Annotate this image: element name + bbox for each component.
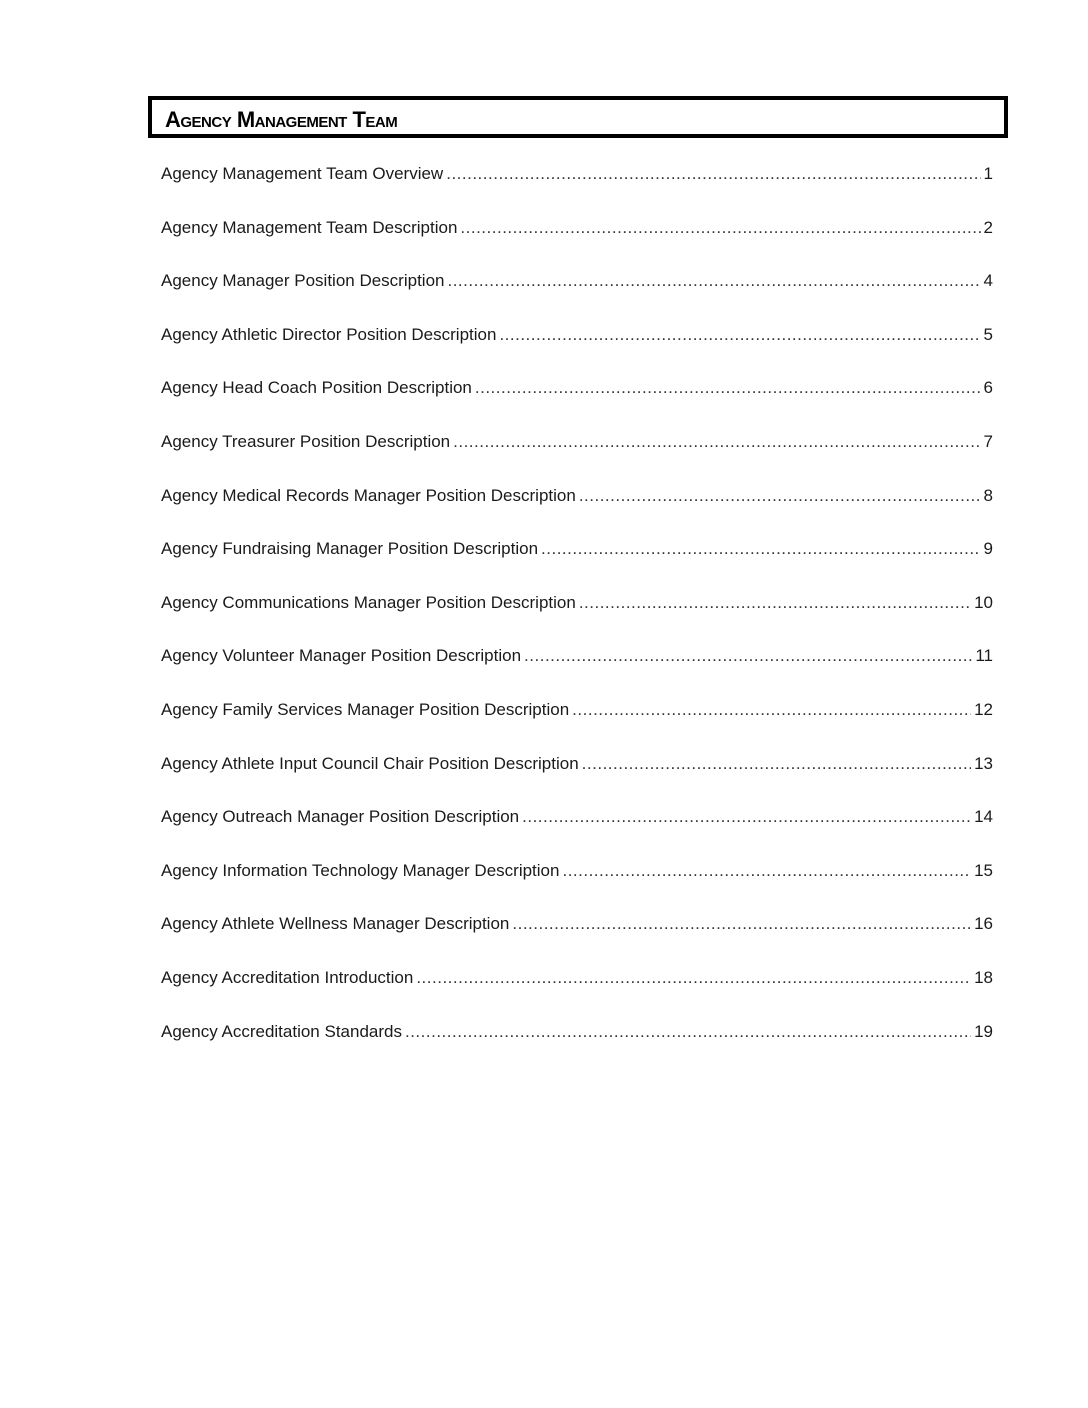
toc-entry-page: 6: [983, 378, 993, 398]
toc-dot-leader: [541, 535, 981, 563]
toc-entry[interactable]: [161, 750, 993, 804]
toc-dot-leader: [579, 589, 971, 617]
toc-entry-label: Agency Information Technology Manager Description: [161, 860, 560, 880]
toc-entry-page: 13: [974, 753, 993, 773]
toc-entry-label: Agency Communications Manager Position Description: [161, 592, 576, 612]
toc-dot-leader: [512, 910, 971, 938]
toc-entry-page: 14: [974, 807, 993, 827]
toc-entry[interactable]: [161, 857, 993, 911]
toc-dot-leader: [582, 750, 971, 778]
toc-entry-page: 7: [983, 431, 993, 451]
toc-entry[interactable]: [161, 321, 993, 375]
toc-dot-leader: [572, 696, 971, 724]
toc-entry-label: Agency Accreditation Standards: [161, 1021, 402, 1041]
toc-entry-page: 16: [974, 914, 993, 934]
toc-entry-label: Agency Athletic Director Position Description: [161, 324, 497, 344]
toc-entry-label: Agency Family Services Manager Position Description: [161, 699, 570, 719]
toc-entry-label: Agency Treasurer Position Description: [161, 431, 451, 451]
toc-entry[interactable]: [161, 642, 993, 696]
toc-dot-leader: [453, 428, 980, 456]
toc-entry[interactable]: [161, 964, 993, 1018]
toc-entry-label: Agency Medical Records Manager Position Description: [161, 485, 576, 505]
toc-entry-page: 11: [975, 646, 993, 666]
toc-dot-leader: [499, 321, 980, 349]
toc-entry-label: Agency Accreditation Introduction: [161, 967, 414, 987]
table-of-contents: [161, 160, 993, 1071]
toc-entry-page: 5: [983, 324, 993, 344]
toc-entry[interactable]: [161, 910, 993, 964]
toc-entry[interactable]: [161, 589, 993, 643]
toc-entry-page: 8: [983, 485, 993, 505]
toc-entry-page: 4: [983, 271, 993, 291]
toc-entry-page: 9: [983, 539, 993, 559]
toc-entry[interactable]: [161, 535, 993, 589]
toc-entry-page: 19: [974, 1021, 993, 1041]
toc-dot-leader: [405, 1018, 971, 1046]
toc-entry-page: 12: [974, 699, 993, 719]
toc-entry-label: Agency Management Team Overview: [161, 164, 444, 183]
toc-entry-label: Agency Athlete Wellness Manager Description: [161, 914, 510, 934]
toc-entry[interactable]: [161, 482, 993, 536]
toc-entry-label: Agency Manager Position Description: [161, 271, 445, 291]
toc-entry[interactable]: [161, 374, 993, 428]
toc-entry-page: 1: [983, 164, 993, 183]
toc-entry[interactable]: [161, 1018, 993, 1072]
toc-entry-page: 10: [974, 592, 993, 612]
toc-dot-leader: [562, 857, 971, 885]
toc-entry[interactable]: [161, 803, 993, 857]
toc-entry-page: 2: [983, 217, 993, 237]
section-title-box: [148, 96, 1008, 138]
section-title: Agency Management Team: [165, 107, 398, 132]
toc-entry-label: Agency Head Coach Position Description: [161, 378, 472, 398]
toc-dot-leader: [447, 267, 980, 295]
toc-entry-label: Agency Athlete Input Council Chair Position Description: [161, 753, 579, 773]
toc-dot-leader: [416, 964, 971, 992]
toc-dot-leader: [579, 482, 981, 510]
toc-entry-label: Agency Management Team Description: [161, 217, 458, 237]
toc-dot-leader: [446, 160, 980, 188]
toc-entry[interactable]: [161, 428, 993, 482]
toc-entry-label: Agency Outreach Manager Position Description: [161, 807, 520, 827]
toc-entry-label: Agency Volunteer Manager Position Description: [161, 646, 522, 666]
toc-dot-leader: [524, 642, 972, 670]
toc-entry-label: Agency Fundraising Manager Position Description: [161, 539, 539, 559]
toc-entry[interactable]: [161, 267, 993, 321]
toc-dot-leader: [522, 803, 971, 831]
toc-dot-leader: [460, 214, 980, 242]
toc-dot-leader: [475, 374, 981, 402]
toc-entry[interactable]: [161, 160, 993, 214]
toc-entry-page: 18: [974, 967, 993, 987]
toc-entry[interactable]: [161, 214, 993, 268]
toc-entry-page: 15: [974, 860, 993, 880]
toc-entry[interactable]: [161, 696, 993, 750]
